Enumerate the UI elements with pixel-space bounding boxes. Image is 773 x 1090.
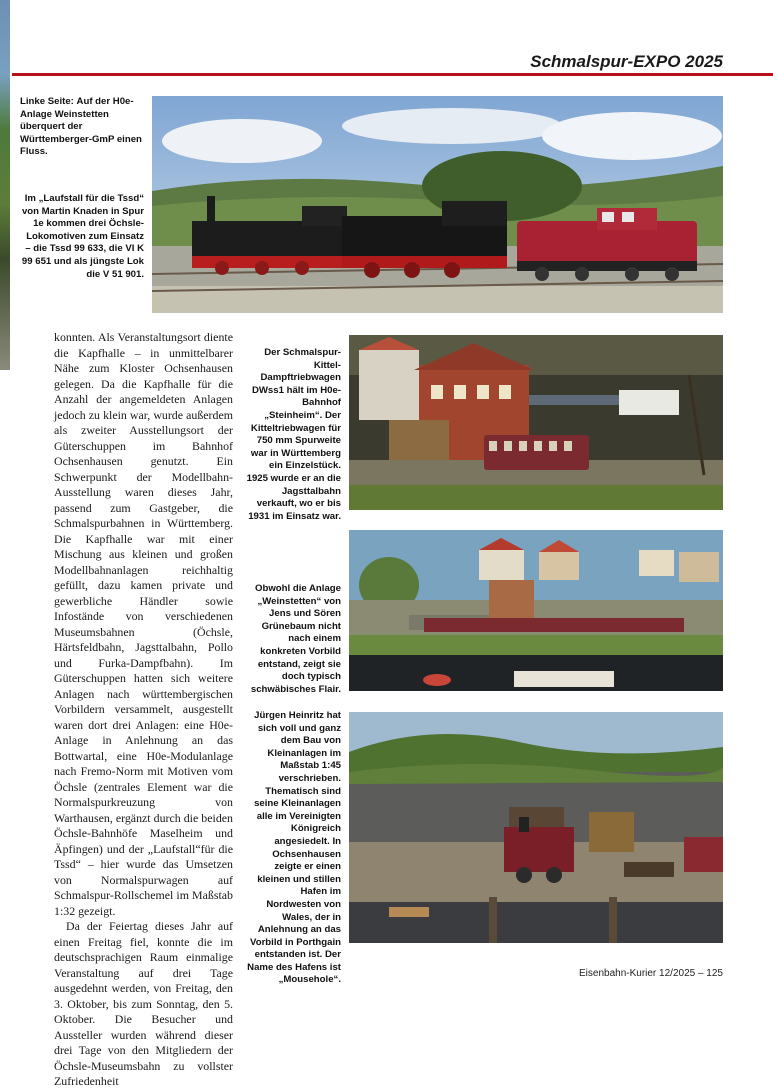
- body-paragraph-1: konnten. Als Veranstaltungsort diente die Kapfhalle – in unmittelbarer Nähe zum Kloster Ochsenhausen gelegen. Da die Kapfhalle für die Anzahl der angemeldeten Anlagen jedoch zu klein war, wurde außerdem als zweiter Ausstellungsort der Güterschuppen im Bahnhof Ochsenhausen genutzt. Ein Schwerpunkt der Modellbahn-Ausstellung waren dieses Jahr, passend zum Gastgeber, die Schmalspurbahnen in Württemberg. Die Kapfhalle war mit einer Mischung aus kleinen und großen Modellbahnanlagen reichhaltig gefüllt, dazu kamen private und gewerbliche Händler sowie Infostände von verschiedenen Museumsbahnen (Öchsle, Härtsfeldbahn, Jagsttalbahn, Pollo und Furka-Dampfbahn). Im Güterschuppen hatten sich weitere Anlagen nach württembergischen Vorbildern versammelt, ausgestellt waren dort drei Anlagen: eine H0e-Anlage in Anlehnung an das Bottwartal, eine H0e-Modulanlage nach Fremo-Norm mit Motiven vom Öchsle (zentrales Element war die Normalspurkreuzung von Warthausen, ergänzt durch die beiden Öchsle-Bahnhöfe Maselheim und Äpfingen) und der „Laufstall“für die Tssd“ – hier wurde das Umsetzen von Normalspurwagen auf Schmalspur-Rollschemel im Maßstab 1:32 gezeigt.: [54, 330, 233, 918]
- photo-locomotives: [152, 96, 723, 313]
- header-rule: [12, 73, 773, 76]
- page-footer: Eisenbahn-Kurier 12/2025 – 125: [579, 968, 723, 979]
- running-head-title: Schmalspur-EXPO 2025: [530, 52, 723, 71]
- article-body-text: [54, 330, 233, 1090]
- caption-laufstall: Im „Laufstall für die Tssd“ von Martin Knaden in Spur 1e kommen drei Öchsle-Lokomotiven zum Einsatz – die Tssd 99 633, die VI K 99 651 und als jüngste Lok die V 51 901.: [21, 193, 144, 280]
- previous-page-photo-edge: [0, 0, 10, 370]
- caption-left-page: [20, 96, 144, 159]
- caption-steinheim: Der Schmalspur-Kittel-Dampftriebwagen DWss1 hält im H0e-Bahnhof „Steinheim“. Der Kitteltriebwagen für 750 mm Spurweite war in Württemberg ein Einzelstück. 1925 wurde er an die Jagsttalbahn verkauft, wo er bis 1931 im Einsatz war.: [246, 347, 341, 522]
- caption-mousehole: Jürgen Heinritz hat sich voll und ganz dem Bau von Kleinanlagen im Maßstab 1:45 verschrieben. Thematisch sind seine Kleinanlagen alle im Vereinigten Königreich angesiedelt. In Ochsenhausen zeigte er einen kleinen und stillen Hafen im Nordwesten von Wales, der in Anlehnung an das Vorbild in Porthgain entstanden ist. Der Name des Hafens ist „Mousehole“.: [247, 710, 341, 986]
- photo-weinstetten-layout: [349, 530, 723, 691]
- caption-lead: Linke Seite:: [20, 96, 74, 107]
- photo-steinheim-station: [349, 335, 723, 510]
- body-paragraph-2: Da der Feiertag dieses Jahr auf einen Freitag fiel, konnte die im deutschsprachigen Raum einmalige Veranstaltung auf drei Tage ausgedehnt werden, von Freitag, den 3. Oktober, bis zum Sonntag, den 5. Oktober. Die Besucher und Aussteller wurden während dieser drei Tage von den Mitgliedern der Öchsle-Museumsbahn zu vollster Zufriedenheit: [54, 919, 233, 1088]
- photo-mousehole-harbour: [349, 712, 723, 943]
- caption-weinstetten: Obwohl die Anlage „Weinstetten“ von Jens und Sören Grünebaum nicht nach einem konkreten Vorbild entstand, zeigt sie doch typisch schwäbisches Flair.: [250, 583, 341, 695]
- caption-text: Auf der H0e-Anlage Weinstetten überquert der Württemberger-GmP einen Fluss.: [20, 96, 142, 158]
